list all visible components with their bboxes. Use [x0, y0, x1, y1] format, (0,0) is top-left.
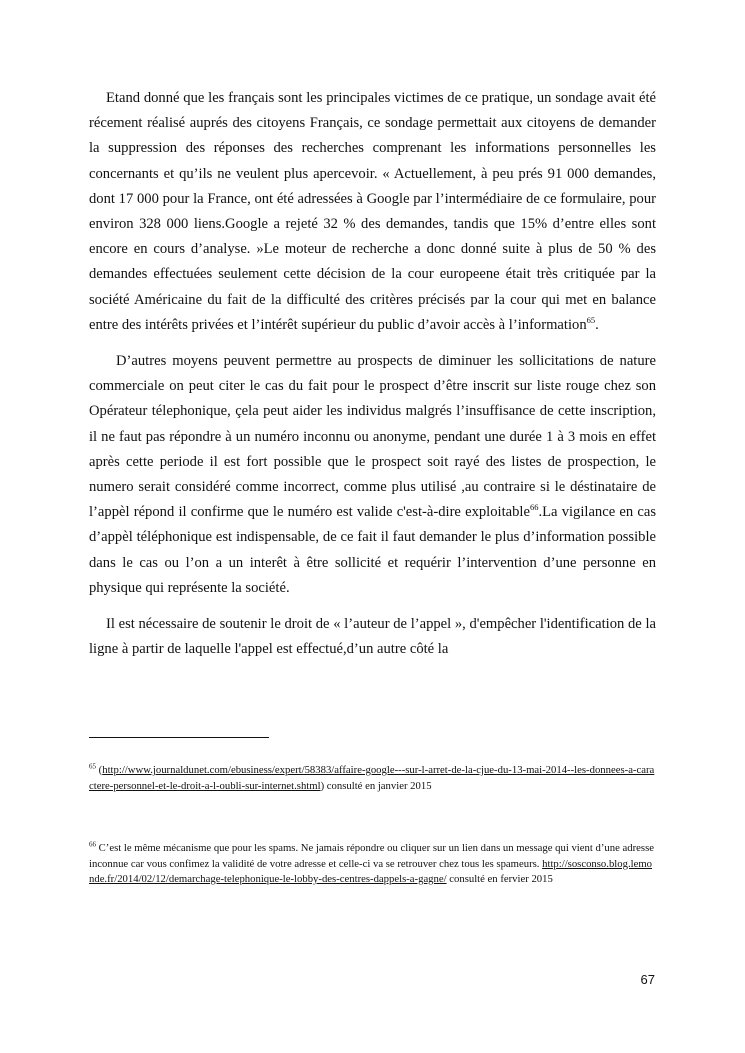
- footnote-66: [89, 841, 656, 888]
- footnote-separator: [89, 737, 269, 738]
- paragraph-1-text: Etand donné que les français sont les principales victimes de ce pratique, un sondage avait été récement réalisé auprés des citoyens Français, ce sondage permettait aux citoyens de demander la suppression des réponses des recherches comprenant les informations personnelles les concernants et qu’ils ne veulent plus apercevoir. « Actuellement, à peu prés 91 000 demandes, dont 17 000 pour la France, ont été adressées à Google par l’intermédiaire de ce formulaire, pour environ 328 000 liens.Google a rejeté 32 % des demandes, tandis que 15% d’entre elles sont encore en cours d’analyse. »Le moteur de recherche a donc donné suite à plus de 50 % des demandes effectuées seulement cette décision de la cour europeene était très critiquée par la société Américaine du fait de la difficulté des critères précisés par la cour qui met en balance entre des intérêts privées et l’intérêt supérieur du public d’avoir accès à l’information: [89, 90, 656, 333]
- footnote-65-after: ) consulté en janvier 2015: [320, 779, 432, 792]
- body-text: [89, 86, 656, 673]
- footnote-66-number: 66: [89, 840, 96, 849]
- paragraph-1-end: .: [595, 316, 599, 333]
- paragraph-2-end: .La vigilance en cas d’appèl téléphonique est indispensable, de ce fait il faut demander le plus d’information possible dans le cas ou l’on a un interêt à être sollicité et requérir l’intervention d’une personne en physique qui représente la société.: [89, 504, 656, 596]
- paragraph-2-text: D’autres moyens peuvent permettre au prospects de diminuer les sollicitations de nature commerciale on peut citer le cas du fait pour le prospect d’être inscrit sur liste rouge chez son Opérateur télephonique, çela peut aider les individus malgrés l’insuffisance de cette inscription, il ne faut pas répondre à un numéro inconnu ou anonyme, pendant une durée 1 à 3 mois en effet après cette periode il est fort possible que le prospect soit rayé des listes de prospection, le numero serait considéré comme incorrect, comme plus utilisé ,au contraire si le déstinataire de l’appèl répond il confirme que le numéro est valide c'est-à-dire exploitable: [89, 353, 656, 521]
- paragraph-2: [89, 349, 656, 601]
- footnote-65-number: 65: [89, 762, 96, 771]
- footnote-65: [89, 763, 656, 794]
- footnote-ref-66[interactable]: 66: [529, 502, 539, 513]
- paragraph-3: [89, 612, 656, 662]
- footnote-66-after: consulté en fervier 2015: [446, 873, 553, 885]
- footnote-65-link[interactable]: http://www.journaldunet.com/ebusiness/expert/58383/affaire-google---sur-l-arret-de-la-cjue-du-13-mai-2014--les-donnees-a-caractere-personnel-et-le-droit-a-l-oubli-sur-internet.shtml: [89, 764, 655, 792]
- paragraph-3-text: Il est nécessaire de soutenir le droit de « l’auteur de l’appel », d'empêcher l'identification de la ligne à partir de laquelle l'appel est effectué,d’un autre côté la: [89, 616, 656, 658]
- footnote-65-open: (: [98, 764, 103, 776]
- footnote-66-link[interactable]: http://sosconso.blog.lemonde.fr/2014/02/12/demarchage-telephonique-le-lobby-des-centres-dappels-a-gagne/: [89, 857, 652, 885]
- footnote-66-text: C’est le même mécanisme que pour les spams. Ne jamais répondre ou cliquer sur un lien dans un message qui vient d’une adresse inconnue car vous confimez la validité de votre adresse et celle-ci va se retrouver chez tous les spameurs.: [89, 842, 654, 870]
- paragraph-1: [89, 86, 656, 338]
- page-number: 67: [640, 972, 655, 987]
- footnote-ref-65[interactable]: 65: [586, 314, 596, 325]
